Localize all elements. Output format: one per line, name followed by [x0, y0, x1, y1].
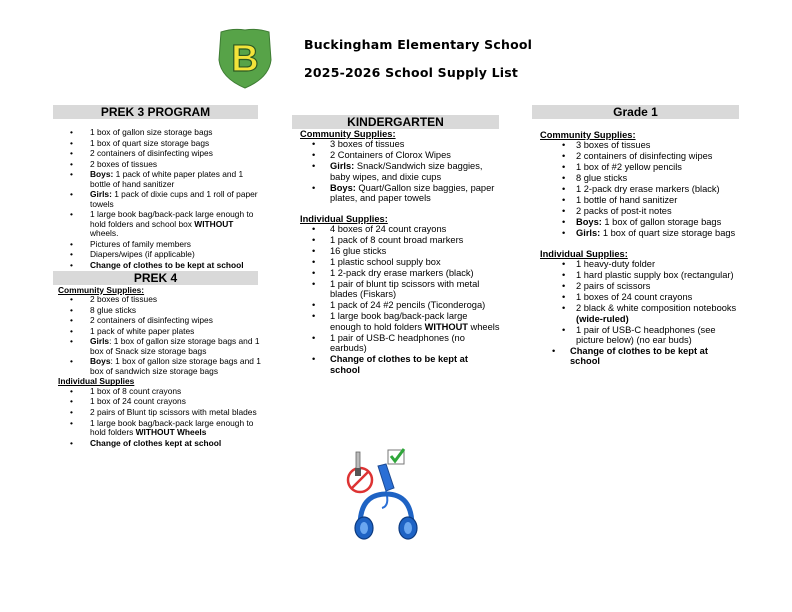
list-item — [540, 140, 740, 150]
list-item — [540, 259, 740, 269]
item-text: Girls: — [90, 189, 112, 200]
checkmark-icon — [388, 449, 404, 464]
list-item — [540, 173, 740, 183]
list-item — [540, 217, 740, 227]
prek3-list — [58, 128, 263, 270]
list-item — [58, 327, 263, 336]
grade1-column — [540, 105, 740, 367]
list-item — [540, 206, 740, 216]
item-text: 3 boxes of tissues — [330, 139, 405, 150]
g1-community-list — [540, 140, 740, 238]
item-text: 2 pairs of scissors — [576, 281, 651, 292]
list-title: 2025-2026 School Supply List — [304, 65, 519, 80]
item-text: 1 pair of USB-C headphones (no earbuds) — [330, 332, 465, 354]
school-crest-logo — [213, 26, 277, 90]
list-item — [58, 387, 263, 396]
list-item — [58, 170, 263, 189]
prek3-heading: PREK 3 PROGRAM — [53, 105, 258, 119]
item-text: 1 box of #2 yellow pencils — [576, 162, 682, 173]
item-text: 1 pack of dixie cups and 1 roll of paper towels — [90, 189, 258, 209]
item-text: 1 pack of 24 #2 pencils (Ticonderoga) — [330, 300, 486, 311]
item-text: 8 glue sticks — [90, 304, 137, 315]
item-text: Snack/Sandwich size baggies, baby wipes, and dixie cups — [330, 161, 483, 182]
list-item — [540, 270, 740, 280]
item-text: 1 box of gallon storage bags — [601, 217, 722, 228]
item-text: 3 boxes of tissues — [576, 140, 651, 151]
usb-c-headphones-illustration — [338, 446, 420, 542]
k-individual-label: Individual Supplies: — [300, 213, 388, 224]
list-item — [58, 419, 263, 438]
item-text: 1 bottle of hand sanitizer — [576, 195, 678, 206]
list-item — [540, 151, 740, 161]
item-text: WITHOUT — [424, 321, 468, 332]
item-text: : 1 box of gallon size storage bags and 1 box of sandwich size storage bags — [90, 356, 261, 376]
item-text: 2 boxes of tissues — [90, 293, 158, 304]
item-text: Boys — [90, 356, 111, 367]
list-item — [300, 311, 500, 332]
item-text: Change of clothes kept at school — [90, 437, 222, 448]
item-text: Pictures of family members — [90, 238, 191, 249]
list-item — [58, 306, 263, 315]
item-text: 2 containers of disinfecting wipes — [576, 151, 713, 162]
item-text: 2 Containers of Clorox Wipes — [330, 150, 451, 161]
prek4-community-label: Community Supplies: — [58, 284, 145, 295]
item-text: 1 pair of USB-C headphones (see picture below) (no ear buds) — [576, 324, 716, 346]
list-item — [300, 354, 500, 375]
item-text: (wide-ruled) — [576, 313, 629, 324]
list-item — [58, 160, 263, 169]
list-item — [300, 257, 500, 267]
list-item — [58, 397, 263, 406]
item-text: 1 box of quart size storage bags — [600, 228, 736, 239]
list-item — [540, 281, 740, 291]
item-text: 1 hard plastic supply box (rectangular) — [576, 270, 734, 281]
k-individual-list — [300, 224, 500, 375]
crest-letter: B — [231, 38, 259, 80]
item-text: 1 box of 8 count crayons — [90, 385, 182, 396]
list-item — [540, 303, 740, 324]
list-item — [58, 316, 263, 325]
prek4-individual-label: Individual Supplies — [58, 376, 135, 387]
headphones-icon — [355, 494, 417, 539]
list-item — [300, 224, 500, 234]
list-item — [300, 333, 500, 354]
item-text: Boys: — [576, 217, 602, 228]
item-text: Girls — [90, 336, 110, 347]
item-text: wheels — [467, 321, 500, 332]
list-item — [300, 183, 500, 204]
list-item — [540, 184, 740, 194]
list-item — [300, 150, 500, 160]
list-item — [540, 228, 740, 238]
item-text: : 1 box of gallon size storage bags and 1 box of Snack size storage bags — [90, 336, 260, 356]
item-text: 2 pairs of Blunt tip scissors with metal blades — [90, 406, 257, 417]
prek4-heading: PREK 4 — [53, 271, 258, 285]
item-text: Change of clothes to be kept at school — [90, 259, 244, 270]
item-text: 1 box of quart size storage bags — [90, 137, 210, 148]
item-text: 1 2-pack dry erase markers (black) — [576, 184, 720, 195]
grade1-heading: Grade 1 — [532, 105, 739, 119]
item-text: 1 pack of white paper plates — [90, 325, 195, 336]
item-text: 4 boxes of 24 count crayons — [330, 224, 447, 235]
list-item — [58, 295, 263, 304]
usb-c-plug-icon — [378, 464, 394, 508]
item-text: Girls: — [330, 161, 355, 172]
g1-community-label: Community Supplies: — [540, 130, 636, 140]
item-text: Change of clothes to be kept at school — [570, 346, 708, 367]
school-name: Buckingham Elementary School — [304, 37, 533, 52]
prek4-community-list — [58, 295, 263, 376]
g1-individual-list — [540, 259, 740, 367]
earbuds-crossed-icon — [348, 452, 372, 492]
item-text: Boys: — [330, 182, 356, 193]
list-item — [58, 149, 263, 158]
list-item — [300, 161, 500, 182]
list-item — [540, 195, 740, 205]
g1-individual-label: Individual Supplies: — [540, 248, 628, 259]
list-item — [58, 128, 263, 137]
k-community-label: Community Supplies: — [300, 129, 396, 139]
item-text: 1 pack of white paper plates and 1 bottle of hand sanitizer — [90, 169, 244, 189]
kindergarten-heading: KINDERGARTEN — [292, 115, 499, 129]
list-item — [58, 357, 263, 376]
item-text: Change of clothes to be kept at school — [330, 354, 468, 375]
list-item — [58, 210, 263, 238]
list-item — [300, 139, 500, 149]
item-text: 1 large book bag/back-pack large enough to hold folders and school box — [90, 209, 254, 229]
list-item — [58, 190, 263, 209]
item-text: 2 containers of disinfecting wipes — [90, 315, 213, 326]
list-item — [300, 300, 500, 310]
list-item — [300, 279, 500, 300]
k-community-list — [300, 139, 500, 203]
item-text: 8 glue sticks — [576, 173, 628, 184]
list-item — [58, 139, 263, 148]
item-text: 1 box of gallon size storage bags — [90, 127, 213, 137]
item-text: 1 plastic school supply box — [330, 257, 441, 268]
item-text: 1 heavy-duty folder — [576, 259, 656, 270]
prek4-individual-list — [58, 387, 263, 448]
item-text: 2 black & white composition notebooks — [576, 303, 737, 314]
list-item — [58, 337, 263, 356]
item-text: 2 boxes of tissues — [90, 158, 158, 169]
list-item — [540, 162, 740, 172]
item-text: 2 packs of post-it notes — [576, 206, 672, 217]
list-item — [540, 292, 740, 302]
prek-column — [58, 105, 263, 449]
item-text: 1 pack of 8 count broad markers — [330, 235, 464, 246]
list-item — [58, 439, 263, 448]
item-text: 1 pair of blunt tip scissors with metal blades (Fiskars) — [330, 279, 480, 300]
list-item — [58, 240, 263, 249]
list-item — [540, 346, 740, 367]
item-text: 16 glue sticks — [330, 246, 387, 257]
item-text: Quart/Gallon size baggies, paper plates, and paper towels — [330, 182, 495, 204]
list-item — [58, 261, 263, 270]
item-text: Diapers/wipes (if applicable) — [90, 249, 195, 260]
item-text: 2 containers of disinfecting wipes — [90, 148, 213, 159]
item-text: 1 box of 24 count crayons — [90, 396, 186, 407]
item-text: 1 large book bag/back-pack large enough to hold folders — [330, 311, 468, 332]
kindergarten-column — [300, 115, 500, 376]
list-item — [300, 246, 500, 256]
item-text: WITHOUT — [194, 218, 234, 229]
item-text: WITHOUT Wheels — [135, 426, 207, 437]
list-item — [58, 408, 263, 417]
item-text: Girls: — [576, 228, 601, 239]
list-item — [300, 268, 500, 278]
item-text: 1 boxes of 24 count crayons — [576, 292, 693, 303]
list-item — [540, 325, 740, 346]
list-item — [58, 250, 263, 259]
item-text: Boys: — [90, 169, 114, 180]
list-item — [300, 235, 500, 245]
item-text: wheels. — [90, 228, 119, 239]
item-text: 1 2-pack dry erase markers (black) — [330, 268, 474, 279]
item-text: 1 large book bag/back-pack large enough to hold folders — [90, 417, 254, 437]
